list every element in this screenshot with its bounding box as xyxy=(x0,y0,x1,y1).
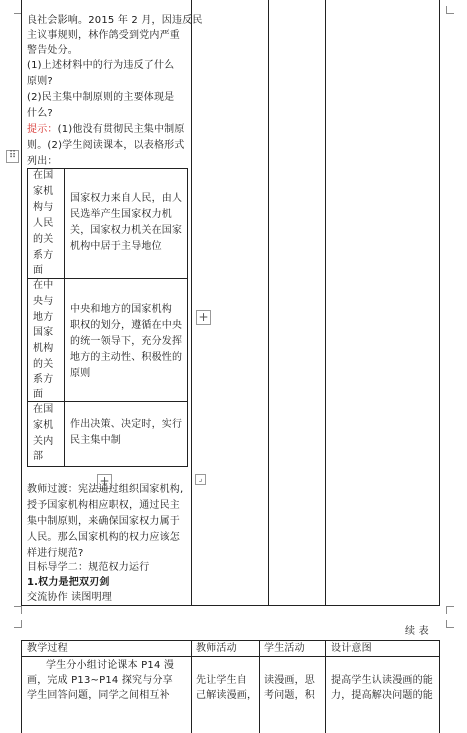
teacher-transition-1: 教师过渡：宪法通过组织国家机构, xyxy=(27,484,184,495)
process-line-2: 画，完成 P13~P14 探究与分享 xyxy=(27,675,173,686)
cell-text: 机构中居于主导地位 xyxy=(70,241,162,252)
cell-text: 作出决策、决定时，实行 xyxy=(70,419,183,430)
body-line-2: 主议事规则，林作鸽受到党内严重 xyxy=(27,30,180,41)
cell-text: 构与 xyxy=(33,202,54,213)
question-2: (2)民主集中制原则的主要体现是 xyxy=(27,92,175,103)
cell-text: 在国 xyxy=(33,404,54,415)
cell-text: 国家权力来自人民，由人 xyxy=(70,193,183,204)
crop-mark-mid-left xyxy=(14,606,22,614)
crop-mark-bot-right xyxy=(446,620,454,628)
cell-text: 地方的主动性、积极性的 xyxy=(70,352,183,363)
cell-text: 关，国家权力机关在国家 xyxy=(70,225,183,236)
cell-text: 关内 xyxy=(33,436,54,447)
continued-label: 续 表 xyxy=(405,626,429,637)
nested-table-column-divider xyxy=(64,168,65,466)
point-1: 1.权力是把双刃剑 xyxy=(27,577,110,588)
design-intent-line-2: 力，提高解决问题的能 xyxy=(331,690,433,701)
cell-text: 地方 xyxy=(33,312,54,323)
cell-text: 的统一领导下，充分发挥 xyxy=(70,336,183,347)
activity-label: 交流协作 读图明理 xyxy=(27,592,112,603)
cell-text: 国家 xyxy=(33,327,54,338)
question-1: (1)上述材料中的行为违反了什么 xyxy=(27,60,175,71)
header-teacher-activity: 教师活动 xyxy=(196,643,237,654)
cell-text: 原则 xyxy=(70,368,91,379)
teacher-transition-4: 人民。那么国家机构的权力应该怎 xyxy=(27,532,180,543)
hint-label: 提示： xyxy=(27,124,58,135)
hint-text-2: 则。(2)学生阅读课本，以表格形式 xyxy=(27,140,185,151)
nested-row-divider-2 xyxy=(27,401,188,402)
student-activity-line-2: 考问题，积 xyxy=(264,690,315,701)
cell-text: 在中 xyxy=(33,280,54,291)
cell-text: 的关 xyxy=(33,359,54,370)
cell-text: 中央和地方的国家机构 xyxy=(70,304,172,315)
crop-mark-mid-right xyxy=(446,606,454,614)
header-teaching-process: 教学过程 xyxy=(27,643,68,654)
cell-text: 民主集中制 xyxy=(70,435,121,446)
teacher-activity-line-1: 先让学生自 xyxy=(196,675,247,686)
header-student-activity: 学生活动 xyxy=(264,643,305,654)
process-line-3: 学生回答问题，同学之间相互补 xyxy=(27,690,170,701)
nested-row-divider-1 xyxy=(27,278,188,279)
cell-text: 系方 xyxy=(33,250,54,261)
objective-2: 目标导学二：规范权力运行 xyxy=(27,562,150,573)
hint-text-1: (1)他没有贯彻民主集中制原 xyxy=(57,124,185,135)
cell-text: 面 xyxy=(33,265,44,276)
cell-text: 人民 xyxy=(33,218,54,229)
teacher-transition-2: 授予国家机构相应职权，通过民主 xyxy=(27,500,180,511)
cell-text: 系方 xyxy=(33,374,54,385)
teacher-transition-3: 集中制原则，来确保国家权力属于 xyxy=(27,516,180,527)
cell-text: 在国 xyxy=(33,170,54,181)
cell-text: 民选举产生国家权力机 xyxy=(70,209,172,220)
cell-text: 家机 xyxy=(33,186,54,197)
process-line-1: 学生分小组讨论课本 P14 漫 xyxy=(46,660,175,671)
crop-mark-bot-left xyxy=(14,620,22,628)
cell-text: 部 xyxy=(33,451,44,462)
cell-text: 家机 xyxy=(33,420,54,431)
resize-handle-icon[interactable]: ⌟ xyxy=(195,474,206,485)
body-line-1: 良社会影响。2015 年 2 月，因违反民 xyxy=(27,15,203,26)
cell-text: 面 xyxy=(33,389,44,400)
question-1-cont: 原则? xyxy=(27,76,53,87)
hint-line-1 xyxy=(27,124,185,136)
question-2-cont: 什么? xyxy=(27,108,53,119)
design-intent-line-1: 提高学生认读漫画的能 xyxy=(331,675,433,686)
cell-text: 机构 xyxy=(33,343,54,354)
teacher-activity-line-2: 己解读漫画， xyxy=(196,690,258,701)
cell-text: 央与 xyxy=(33,296,54,307)
add-row-plus-icon[interactable]: + xyxy=(97,474,112,489)
body-line-3: 警告处分。 xyxy=(27,45,78,56)
cell-text: 的关 xyxy=(33,234,54,245)
header-design-intent: 设计意图 xyxy=(331,643,372,654)
add-column-plus-icon[interactable]: + xyxy=(196,310,211,325)
crop-mark-top-right xyxy=(446,6,454,14)
student-activity-line-1: 读漫画，思 xyxy=(264,675,315,686)
teacher-transition-5: 样进行规范? xyxy=(27,548,84,559)
cell-text: 职权的划分，遵循在中央 xyxy=(70,320,183,331)
move-handle-icon[interactable]: ⠿ xyxy=(6,150,19,163)
hint-text-3: 列出： xyxy=(27,156,58,167)
